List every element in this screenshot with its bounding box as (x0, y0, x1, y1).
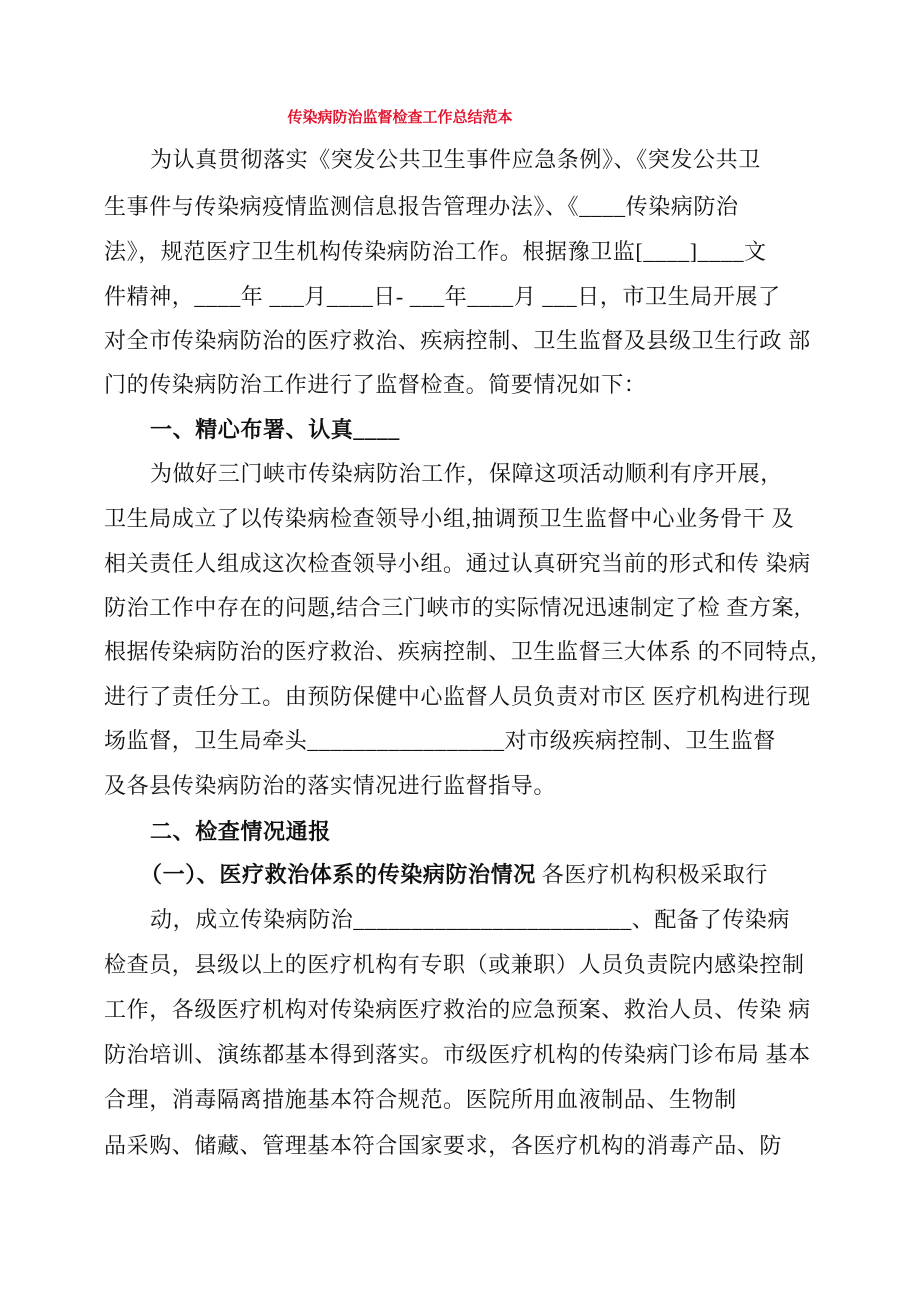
paragraph-line: 件精神，____年 ___月____日- ___年____月 ___日，市卫生局开展了 (104, 284, 781, 309)
paragraph-line: 检查员，县级以上的医疗机构有专职（或兼职）人员负责院内感染控制 (104, 952, 805, 977)
paragraph-line: 防治培训、演练都基本得到落实。市级医疗机构的传染病门诊布局 基本 (104, 1042, 811, 1067)
section-heading: 一、精心布署、认真____ (150, 417, 400, 442)
paragraph-line: 及各县传染病防治的落实情况进行监督指导。 (104, 773, 557, 798)
paragraph-line: 对全市传染病防治的医疗救治、疾病控制、卫生监督及县级卫生行政 部 (104, 328, 811, 353)
subsection-heading: （一）、医疗救治体系的传染病防治情况 (140, 862, 536, 887)
paragraph-line: 场监督，卫生局牵头_________________对市级疾病控制、卫生监督 (104, 728, 776, 753)
paragraph-line: 为做好三门峡市传染病防治工作，保障这项活动顺利有序开展， (150, 461, 783, 486)
paragraph-line: 生事件与传染病疫情监测信息报告管理办法》、《____传染病防治 (104, 194, 739, 219)
paragraph-line: 卫生局成立了以传染病检查领导小组,抽调预卫生监督中心业务骨干 及 (104, 506, 795, 531)
paragraph-line: 动，成立传染病防治________________________、配备了传染病 (150, 907, 791, 932)
paragraph-line: 合理，消毒隔离措施基本符合规范。医院所用血液制品、生物制 (104, 1087, 737, 1112)
document-title: 传染病防治监督检查工作总结范本 (287, 110, 513, 126)
paragraph-line: 法》，规范医疗卫生机构传染病防治工作。根据豫卫监[____]____文 (104, 239, 767, 264)
paragraph-text: 各医疗机构积极采取行 (535, 862, 768, 887)
paragraph-line: 相关责任人组成这次检查领导小组。通过认真研究当前的形式和传 染病 (104, 551, 811, 576)
paragraph-line: 为认真贯彻落实《突发公共卫生事件应急条例》、《突发公共卫 (150, 147, 761, 172)
paragraph-line: 进行了责任分工。由预防保健中心监督人员负责对市区 医疗机构进行现 (104, 684, 811, 709)
paragraph-line: 根据传染病防治的医疗救治、疾病控制、卫生监督三大体系 的不同特点, (104, 639, 817, 664)
paragraph-line: 品采购、储藏、管理基本符合国家要求，各医疗机构的消毒产品、防 (104, 1133, 783, 1158)
paragraph-line: 工作，各级医疗机构对传染病医疗救治的应急预案、救治人员、传染 病 (104, 997, 811, 1022)
paragraph-line: 防治工作中存在的问题,结合三门峡市的实际情况迅速制定了检 查方案, (104, 595, 801, 620)
section-heading: 二、检查情况通报 (150, 819, 331, 844)
paragraph-line: 门的传染病防治工作进行了监督检查。简要情况如下： (104, 372, 647, 397)
subsection-line (140, 861, 768, 889)
